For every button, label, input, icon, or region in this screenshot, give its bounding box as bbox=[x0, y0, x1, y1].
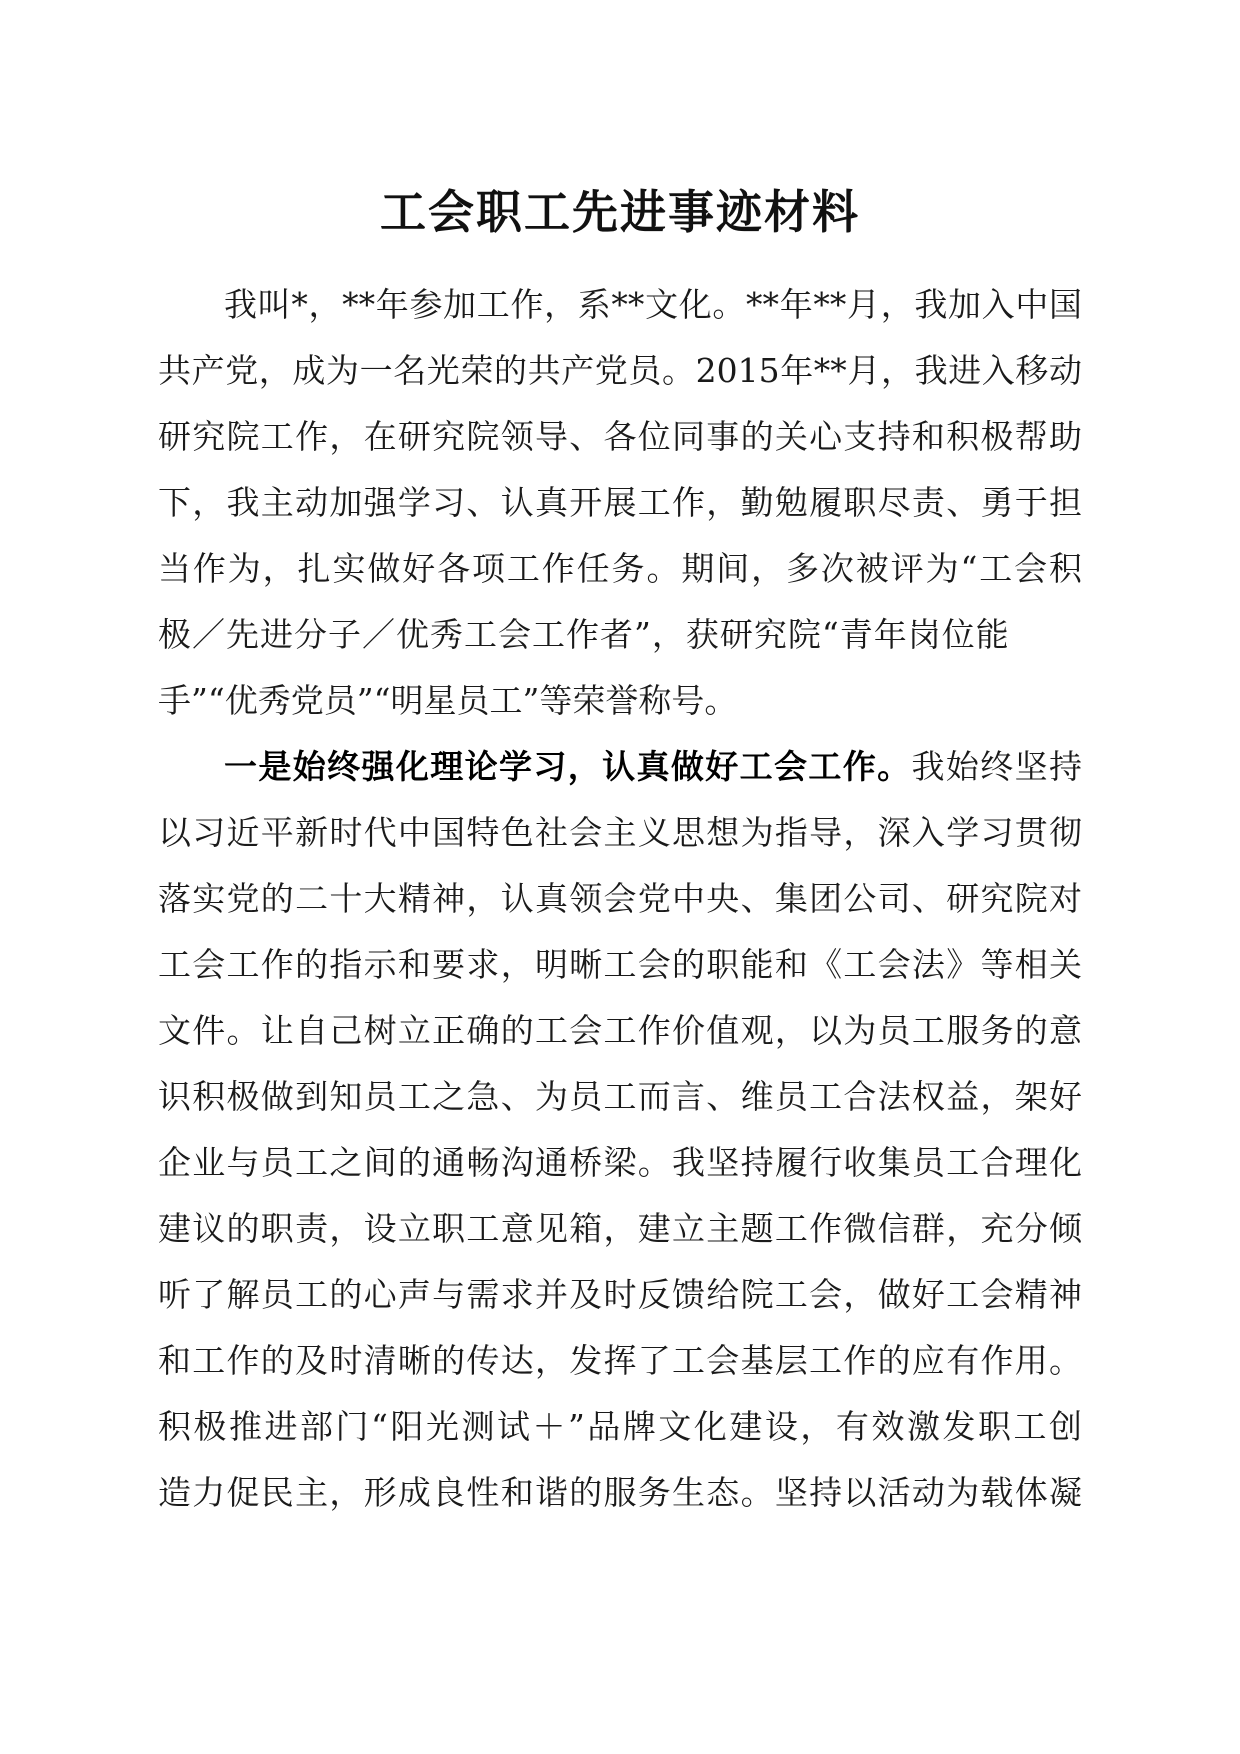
paragraph-line: 手”“优秀党员”“明星员工”等荣誉称号。 bbox=[158, 681, 738, 720]
paragraph-line: 共产党，成为一名光荣的共产党员。2015年**月，我进入移动 bbox=[158, 351, 1082, 390]
paragraph-line: 造力促民主，形成良性和谐的服务生态。坚持以活动为载体凝 bbox=[158, 1473, 1082, 1512]
paragraph-line: 落实党的二十大精神，认真领会党中央、集团公司、研究院对 bbox=[158, 879, 1082, 918]
paragraph-line: 下，我主动加强学习、认真开展工作，勤勉履职尽责、勇于担 bbox=[158, 483, 1082, 522]
section-heading: 一是始终强化理论学习，认真做好工会工作。 bbox=[224, 747, 912, 786]
paragraph-line-continuation: 我始终坚持 bbox=[911, 747, 1082, 786]
document-title: 工会职工先进事迹材料 bbox=[380, 185, 860, 239]
paragraph-line: 积极推进部门“阳光测试＋”品牌文化建设，有效激发职工创 bbox=[158, 1407, 1082, 1446]
paragraph-line: 以习近平新时代中国特色社会主义思想为指导，深入学习贯彻 bbox=[158, 813, 1082, 852]
paragraph-line: 听了解员工的心声与需求并及时反馈给院工会，做好工会精神 bbox=[158, 1275, 1082, 1314]
paragraph-line: 工会工作的指示和要求，明晰工会的职能和《工会法》等相关 bbox=[158, 945, 1082, 984]
paragraph-line: 识积极做到知员工之急、为员工而言、维员工合法权益，架好 bbox=[158, 1077, 1082, 1116]
paragraph-line: 当作为，扎实做好各项工作任务。期间，多次被评为“工会积 bbox=[158, 549, 1082, 588]
paragraph-line: 研究院工作，在研究院领导、各位同事的关心支持和积极帮助 bbox=[158, 417, 1082, 456]
paragraph-line: 极／先进分子／优秀工会工作者”，获研究院“青年岗位能 bbox=[158, 615, 1010, 654]
paragraph-first-line bbox=[224, 734, 1082, 800]
paragraph-line: 企业与员工之间的通畅沟通桥梁。我坚持履行收集员工合理化 bbox=[158, 1143, 1082, 1182]
paragraph-line: 文件。让自己树立正确的工会工作价值观，以为员工服务的意 bbox=[158, 1011, 1082, 1050]
paragraph-line: 和工作的及时清晰的传达，发挥了工会基层工作的应有作用。 bbox=[158, 1341, 1082, 1380]
paragraph-line: 我叫*，**年参加工作，系**文化。**年**月，我加入中国 bbox=[224, 285, 1082, 324]
paragraph-line: 建议的职责，设立职工意见箱，建立主题工作微信群，充分倾 bbox=[158, 1209, 1082, 1248]
